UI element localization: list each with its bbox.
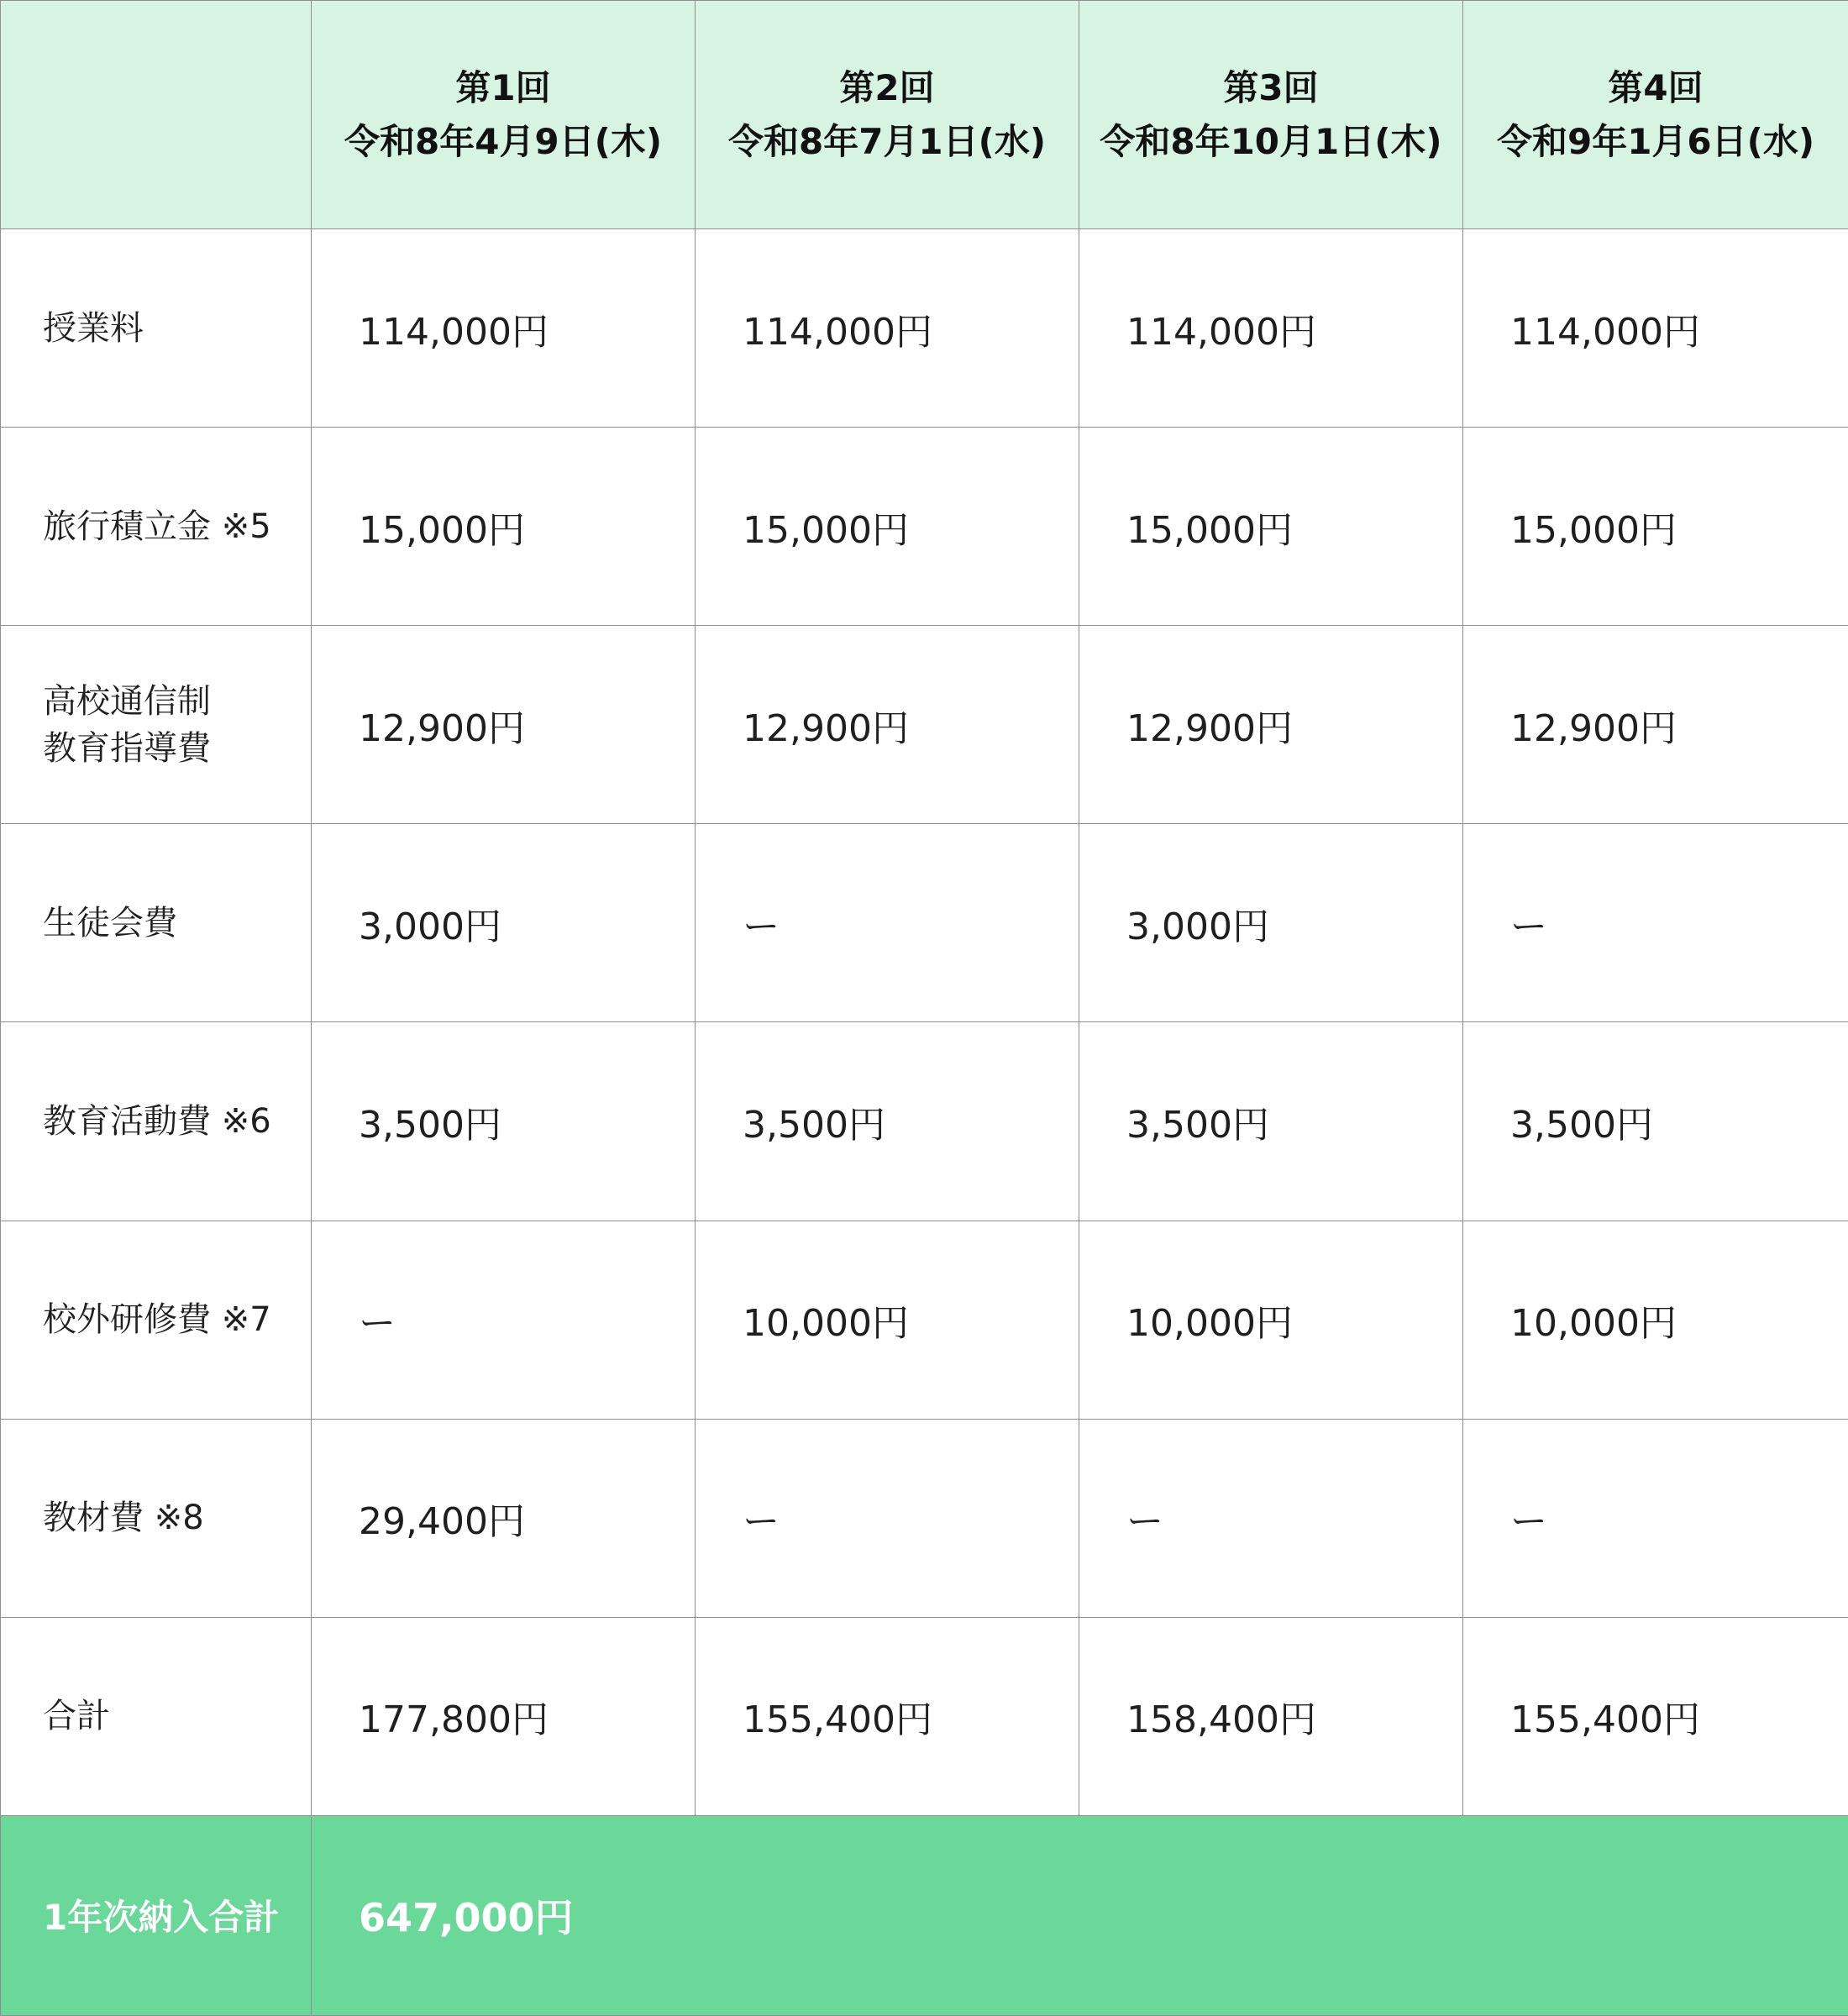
row-label bbox=[1, 1221, 312, 1419]
amount-cell: 3,500円 bbox=[696, 1022, 1079, 1221]
header-row bbox=[1, 1, 1848, 229]
row-label-line: 旅行積立金 ※5 bbox=[43, 507, 271, 546]
amount-cell: 114,000円 bbox=[312, 229, 696, 428]
amount-cell: 12,900円 bbox=[1463, 626, 1848, 824]
row-label-line: 高校通信制 bbox=[43, 681, 211, 721]
amount-cell: 114,000円 bbox=[1463, 229, 1848, 428]
grand-total-value: 647,000円 bbox=[312, 1815, 1848, 2015]
amount-cell: 15,000円 bbox=[696, 428, 1079, 626]
table-row bbox=[1, 1419, 1848, 1617]
table-row bbox=[1, 428, 1848, 626]
amount-cell: ー bbox=[1463, 824, 1848, 1022]
row-label-line: 教育活動費 ※6 bbox=[43, 1101, 271, 1141]
installment-4-label: 第4回 bbox=[1608, 66, 1704, 108]
amount-cell: 3,500円 bbox=[1463, 1022, 1848, 1221]
subtotal-cell: 158,400円 bbox=[1079, 1617, 1463, 1815]
installment-4-header bbox=[1463, 1, 1848, 229]
subtotal-label bbox=[1, 1617, 312, 1815]
amount-cell: 3,500円 bbox=[1079, 1022, 1463, 1221]
installment-3-date: 令和8年10月1日(木) bbox=[1100, 120, 1442, 162]
row-label-line: 校外研修費 ※7 bbox=[43, 1300, 271, 1340]
amount-cell: 29,400円 bbox=[312, 1419, 696, 1617]
row-label bbox=[1, 229, 312, 428]
installment-2-header bbox=[696, 1, 1079, 229]
table-row bbox=[1, 229, 1848, 428]
subtotal-cell: 155,400円 bbox=[1463, 1617, 1848, 1815]
installment-1-date: 令和8年4月9日(木) bbox=[344, 120, 663, 162]
table-row bbox=[1, 1022, 1848, 1221]
installment-1-label: 第1回 bbox=[455, 66, 551, 108]
amount-cell: 10,000円 bbox=[1079, 1221, 1463, 1419]
amount-cell: ー bbox=[1463, 1419, 1848, 1617]
row-label-line: 生徒会費 bbox=[43, 903, 177, 942]
amount-cell: 12,900円 bbox=[312, 626, 696, 824]
table-row bbox=[1, 824, 1848, 1022]
installment-3-header bbox=[1079, 1, 1463, 229]
amount-cell: 10,000円 bbox=[1463, 1221, 1848, 1419]
amount-cell: ー bbox=[696, 1419, 1079, 1617]
corner-header-cell bbox=[1, 1, 312, 229]
row-label bbox=[1, 626, 312, 824]
amount-cell: 12,900円 bbox=[1079, 626, 1463, 824]
amount-cell: 114,000円 bbox=[1079, 229, 1463, 428]
row-label-line: 合計 bbox=[43, 1697, 110, 1736]
subtotal-cell: 155,400円 bbox=[696, 1617, 1079, 1815]
amount-cell: 15,000円 bbox=[312, 428, 696, 626]
installment-1-header bbox=[312, 1, 696, 229]
installment-3-label: 第3回 bbox=[1223, 66, 1319, 108]
amount-cell: 15,000円 bbox=[1463, 428, 1848, 626]
row-label bbox=[1, 824, 312, 1022]
row-label bbox=[1, 1419, 312, 1617]
amount-cell: 12,900円 bbox=[696, 626, 1079, 824]
row-label bbox=[1, 428, 312, 626]
subtotal-cell: 177,800円 bbox=[312, 1617, 696, 1815]
row-label-line: 授業料 bbox=[43, 308, 144, 348]
installment-2-date: 令和8年7月1日(水) bbox=[727, 120, 1047, 162]
amount-cell: 3,000円 bbox=[1079, 824, 1463, 1022]
amount-cell: 3,000円 bbox=[312, 824, 696, 1022]
subtotal-row bbox=[1, 1617, 1848, 1815]
row-label-line: 教材費 ※8 bbox=[43, 1499, 204, 1538]
amount-cell: 114,000円 bbox=[696, 229, 1079, 428]
installment-4-date: 令和9年1月6日(水) bbox=[1496, 120, 1815, 162]
row-label bbox=[1, 1022, 312, 1221]
table-row bbox=[1, 1221, 1848, 1419]
row-label-line: 教育指導費 bbox=[43, 728, 211, 768]
amount-cell: ー bbox=[1079, 1419, 1463, 1617]
amount-cell: 15,000円 bbox=[1079, 428, 1463, 626]
table-row bbox=[1, 626, 1848, 824]
grand-total-label: 1年次納入合計 bbox=[1, 1815, 312, 2015]
amount-cell: ー bbox=[312, 1221, 696, 1419]
amount-cell: ー bbox=[696, 824, 1079, 1022]
amount-cell: 10,000円 bbox=[696, 1221, 1079, 1419]
amount-cell: 3,500円 bbox=[312, 1022, 696, 1221]
grand-total-row bbox=[1, 1815, 1848, 2015]
installment-2-label: 第2回 bbox=[839, 66, 935, 108]
